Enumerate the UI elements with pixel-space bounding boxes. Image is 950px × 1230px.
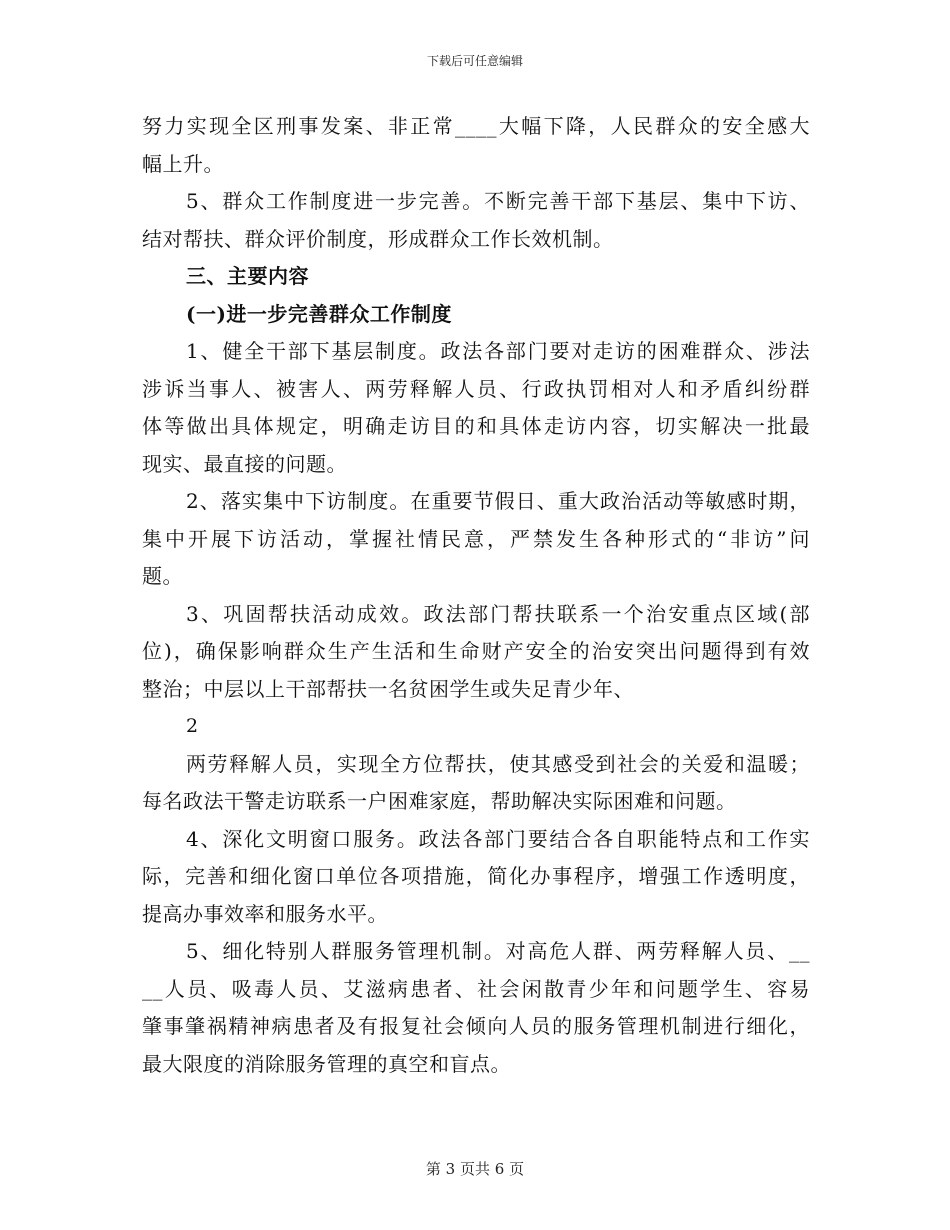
paragraph-line: 4、深化文明窗口服务。政法各部门要结合各自职能特点和工作实 — [186, 826, 810, 851]
paragraph-line: 5、群众工作制度进一步完善。不断完善干部下基层、集中下访、 — [186, 189, 810, 213]
paragraph-line: 位)，确保影响群众生产生活和生命财产安全的治安突出问题得到有效 — [142, 639, 810, 663]
paragraph-line: 集中开展下访活动，掌握社情民意，严禁发生各种形式的“非访”问 — [142, 526, 810, 551]
paragraph-line: 努力实现全区刑事发案、非正常____大幅下降，人民群众的安全感大 — [142, 114, 810, 138]
paragraph-line: 3、巩固帮扶活动成效。政法部门帮扶联系一个治安重点区域(部 — [186, 601, 810, 626]
paragraph-line: 1、健全干部下基层制度。政法各部门要对走访的困难群众、涉法 — [186, 339, 810, 363]
paragraph-line: 际，完善和细化窗口单位各项措施，简化办事程序，增强工作透明度， — [142, 864, 810, 888]
paragraph-line: 每名政法干警走访联系一户困难家庭，帮助解决实际困难和问题。 — [142, 789, 737, 813]
paragraph-line: 结对帮扶、群众评价制度，形成群众工作长效机制。 — [142, 226, 614, 251]
page-header: 下载后可任意编辑 — [426, 54, 523, 68]
paragraph-line: 体等做出具体规定，明确走访目的和具体走访内容，切实解决一批最 — [142, 414, 810, 438]
paragraph-line: __人员、吸毒人员、艾滋病患者、社会闲散青少年和问题学生、容易 — [142, 976, 810, 1001]
paragraph-line: 涉诉当事人、被害人、两劳释解人员、行政执罚相对人和矛盾纠纷群 — [142, 376, 810, 401]
paragraph-line: 提高办事效率和服务水平。 — [142, 901, 388, 926]
document-body — [142, 108, 810, 1083]
paragraph-line: 幅上升。 — [142, 151, 224, 176]
paragraph-line: 两劳释解人员，实现全方位帮扶，使其感受到社会的关爱和温暖； — [186, 751, 810, 776]
paragraph-line: 5、细化特别人群服务管理机制。对高危人群、两劳释解人员、__ — [186, 939, 810, 963]
paragraph-line: 现实、最直接的问题。 — [142, 451, 347, 476]
page-footer: 第 3 页共 6 页 — [425, 1160, 525, 1178]
subsection-heading: (一)进一步完善群众工作制度 — [186, 301, 452, 326]
paragraph-line: 整治；中层以上干部帮扶一名贫困学生或失足青少年、 — [142, 676, 634, 701]
paragraph-line: 肇事肇祸精神病患者及有报复社会倾向人员的服务管理机制进行细化， — [142, 1014, 810, 1038]
section-heading: 三、主要内容 — [186, 264, 309, 288]
inline-page-number: 2 — [186, 715, 199, 737]
paragraph-line: 最大限度的消除服务管理的真空和盲点。 — [142, 1051, 511, 1076]
paragraph-line: 题。 — [142, 564, 183, 588]
paragraph-line: 2、落实集中下访制度。在重要节假日、重大政治活动等敏感时期， — [186, 489, 810, 513]
